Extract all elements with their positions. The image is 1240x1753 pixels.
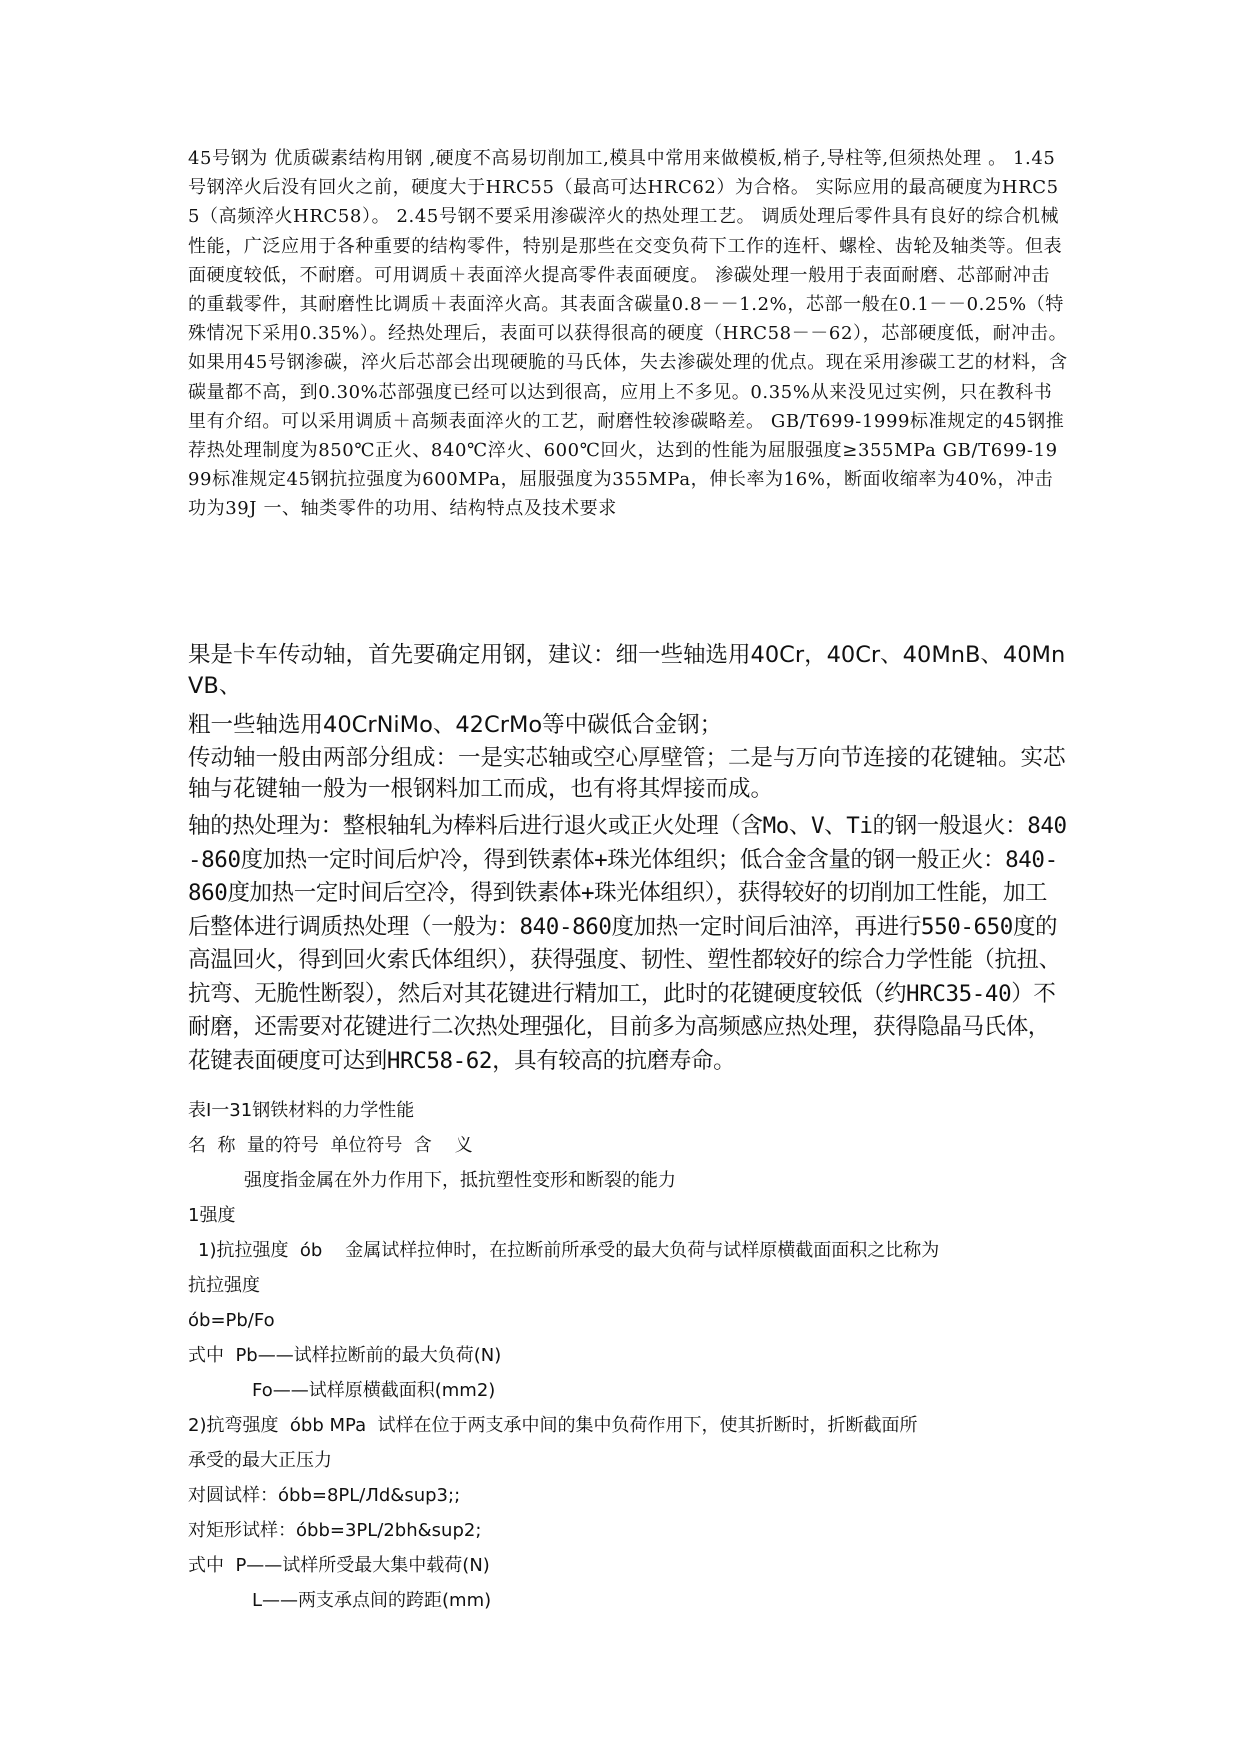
table-title: 表Ⅰ一31钢铁材料的力学性能 xyxy=(188,1100,415,1121)
tensile-strength-line-cont: 抗拉强度 xyxy=(188,1275,260,1296)
table-header: 名 称 量的符号 单位符号 含 义 xyxy=(188,1135,473,1156)
round-specimen-formula: 对圆试样：óbb=8PL/Лd&sup3;; xyxy=(188,1485,461,1506)
bending-strength-line: 2)抗弯强度 óbb MPa 试样在位于两支承中间的集中负荷作用下，使其折断时，折断截面所 xyxy=(188,1415,918,1436)
tensile-strength-line: 1)抗拉强度 ób 金属试样拉伸时，在拉断前所承受的最大负荷与试样原横截面面积之比称为 xyxy=(198,1240,940,1261)
shaft-composition-paragraph: 传动轴一般由两部分组成：一是实芯轴或空心厚壁管；二是与万向节连接的花键轴。实芯轴与花键轴一般为一根钢料加工而成，也有将其焊接而成。 xyxy=(188,745,1066,802)
rect-specimen-formula: 对矩形试样：óbb=3PL/2bh&sup2; xyxy=(188,1520,482,1541)
strength-definition: 强度指金属在外力作用下，抵抗塑性变形和断裂的能力 xyxy=(244,1170,676,1191)
formula-where-p: 式中 P——试样所受最大集中载荷(N) xyxy=(188,1555,490,1576)
formula-where-pb: 式中 Pb——试样拉断前的最大负荷(N) xyxy=(188,1345,502,1366)
formula-where-fo: Fo——试样原横截面积(mm2) xyxy=(252,1380,496,1401)
steel-selection-thick-paragraph: 粗一些轴选用40CrNiMo、42CrMo等中碳低合金钢； xyxy=(188,712,723,738)
formula-where-l: L——两支承点间的跨距(mm) xyxy=(252,1590,492,1611)
steel-selection-paragraph: 果是卡车传动轴，首先要确定用钢，建议：细一些轴选用40Cr，40Cr、40MnB、40MnVB、 xyxy=(188,642,1066,699)
heat-treatment-paragraph: 轴的热处理为：整根轴轧为棒料后进行退火或正火处理（含Mo、V、Ti的钢一般退火：840-860度加热一定时间后炉冷，得到铁素体+珠光体组织；低合金含量的钢一般正火：840-860度加热一定时间后空冷，得到铁素体+珠光体组织），获得较好的切削加工性能，加工后整体进行调质热处理（一般为：840-860度加热一定时间后油淬，再进行550-650度的高温回火，得到回火索氏体组织），获得强度、韧性、塑性都较好的综合力学性能（抗扭、抗弯、无脆性断裂），然后对其花键进行精加工，此时的花键硬度较低（约HRC35-40）不耐磨，还需要对花键进行二次热处理强化，目前多为高频感应热处理，获得隐晶马氏体，花键表面硬度可达到HRC58-62，具有较高的抗磨寿命。 xyxy=(188,813,1067,1074)
strength-heading: 1强度 xyxy=(188,1205,236,1226)
tensile-formula: ób=Pb/Fo xyxy=(188,1310,275,1331)
intro-paragraph: 45号钢为 优质碳素结构用钢 ,硬度不高易切削加工,模具中常用来做模板,梢子,导柱等,但须热处理 。 1.45号钢淬火后没有回火之前，硬度大于HRC55（最高可达HRC62）为合格。 实际应用的最高硬度为HRC55（高频淬火HRC58）。 2.45号钢不要采用渗碳淬火的热处理工艺。 调质处理后零件具有良好的综合机械性能，广泛应用于各种重要的结构零件，特别是那些在交变负荷下工作的连杆、螺栓、齿轮及轴类等。但表面硬度较低，不耐磨。可用调质＋表面淬火提高零件表面硬度。 渗碳处理一般用于表面耐磨、芯部耐冲击的重载零件，其耐磨性比调质＋表面淬火高。其表面含碳量0.8－－1.2%，芯部一般在0.1－－0.25%（特殊情况下采用0.35%）。经热处理后，表面可以获得很高的硬度（HRC58－－62），芯部硬度低，耐冲击。 如果用45号钢渗碳，淬火后芯部会出现硬脆的马氏体，失去渗碳处理的优点。现在采用渗碳工艺的材料，含碳量都不高，到0.30%芯部强度已经可以达到很高，应用上不多见。0.35%从来没见过实例，只在教科书里有介绍。可以采用调质＋高频表面淬火的工艺，耐磨性较渗碳略差。 GB/T699-1999标准规定的45钢推荐热处理制度为850℃正火、840℃淬火、600℃回火，达到的性能为屈服强度≥355MPa GB/T699-1999标准规定45钢抗拉强度为600MPa，屈服强度为355MPa，伸长率为16%，断面收缩率为40%，冲击功为39J 一、轴类零件的功用、结构特点及技术要求 xyxy=(188,148,1074,520)
bending-strength-line-cont: 承受的最大正压力 xyxy=(188,1450,332,1471)
